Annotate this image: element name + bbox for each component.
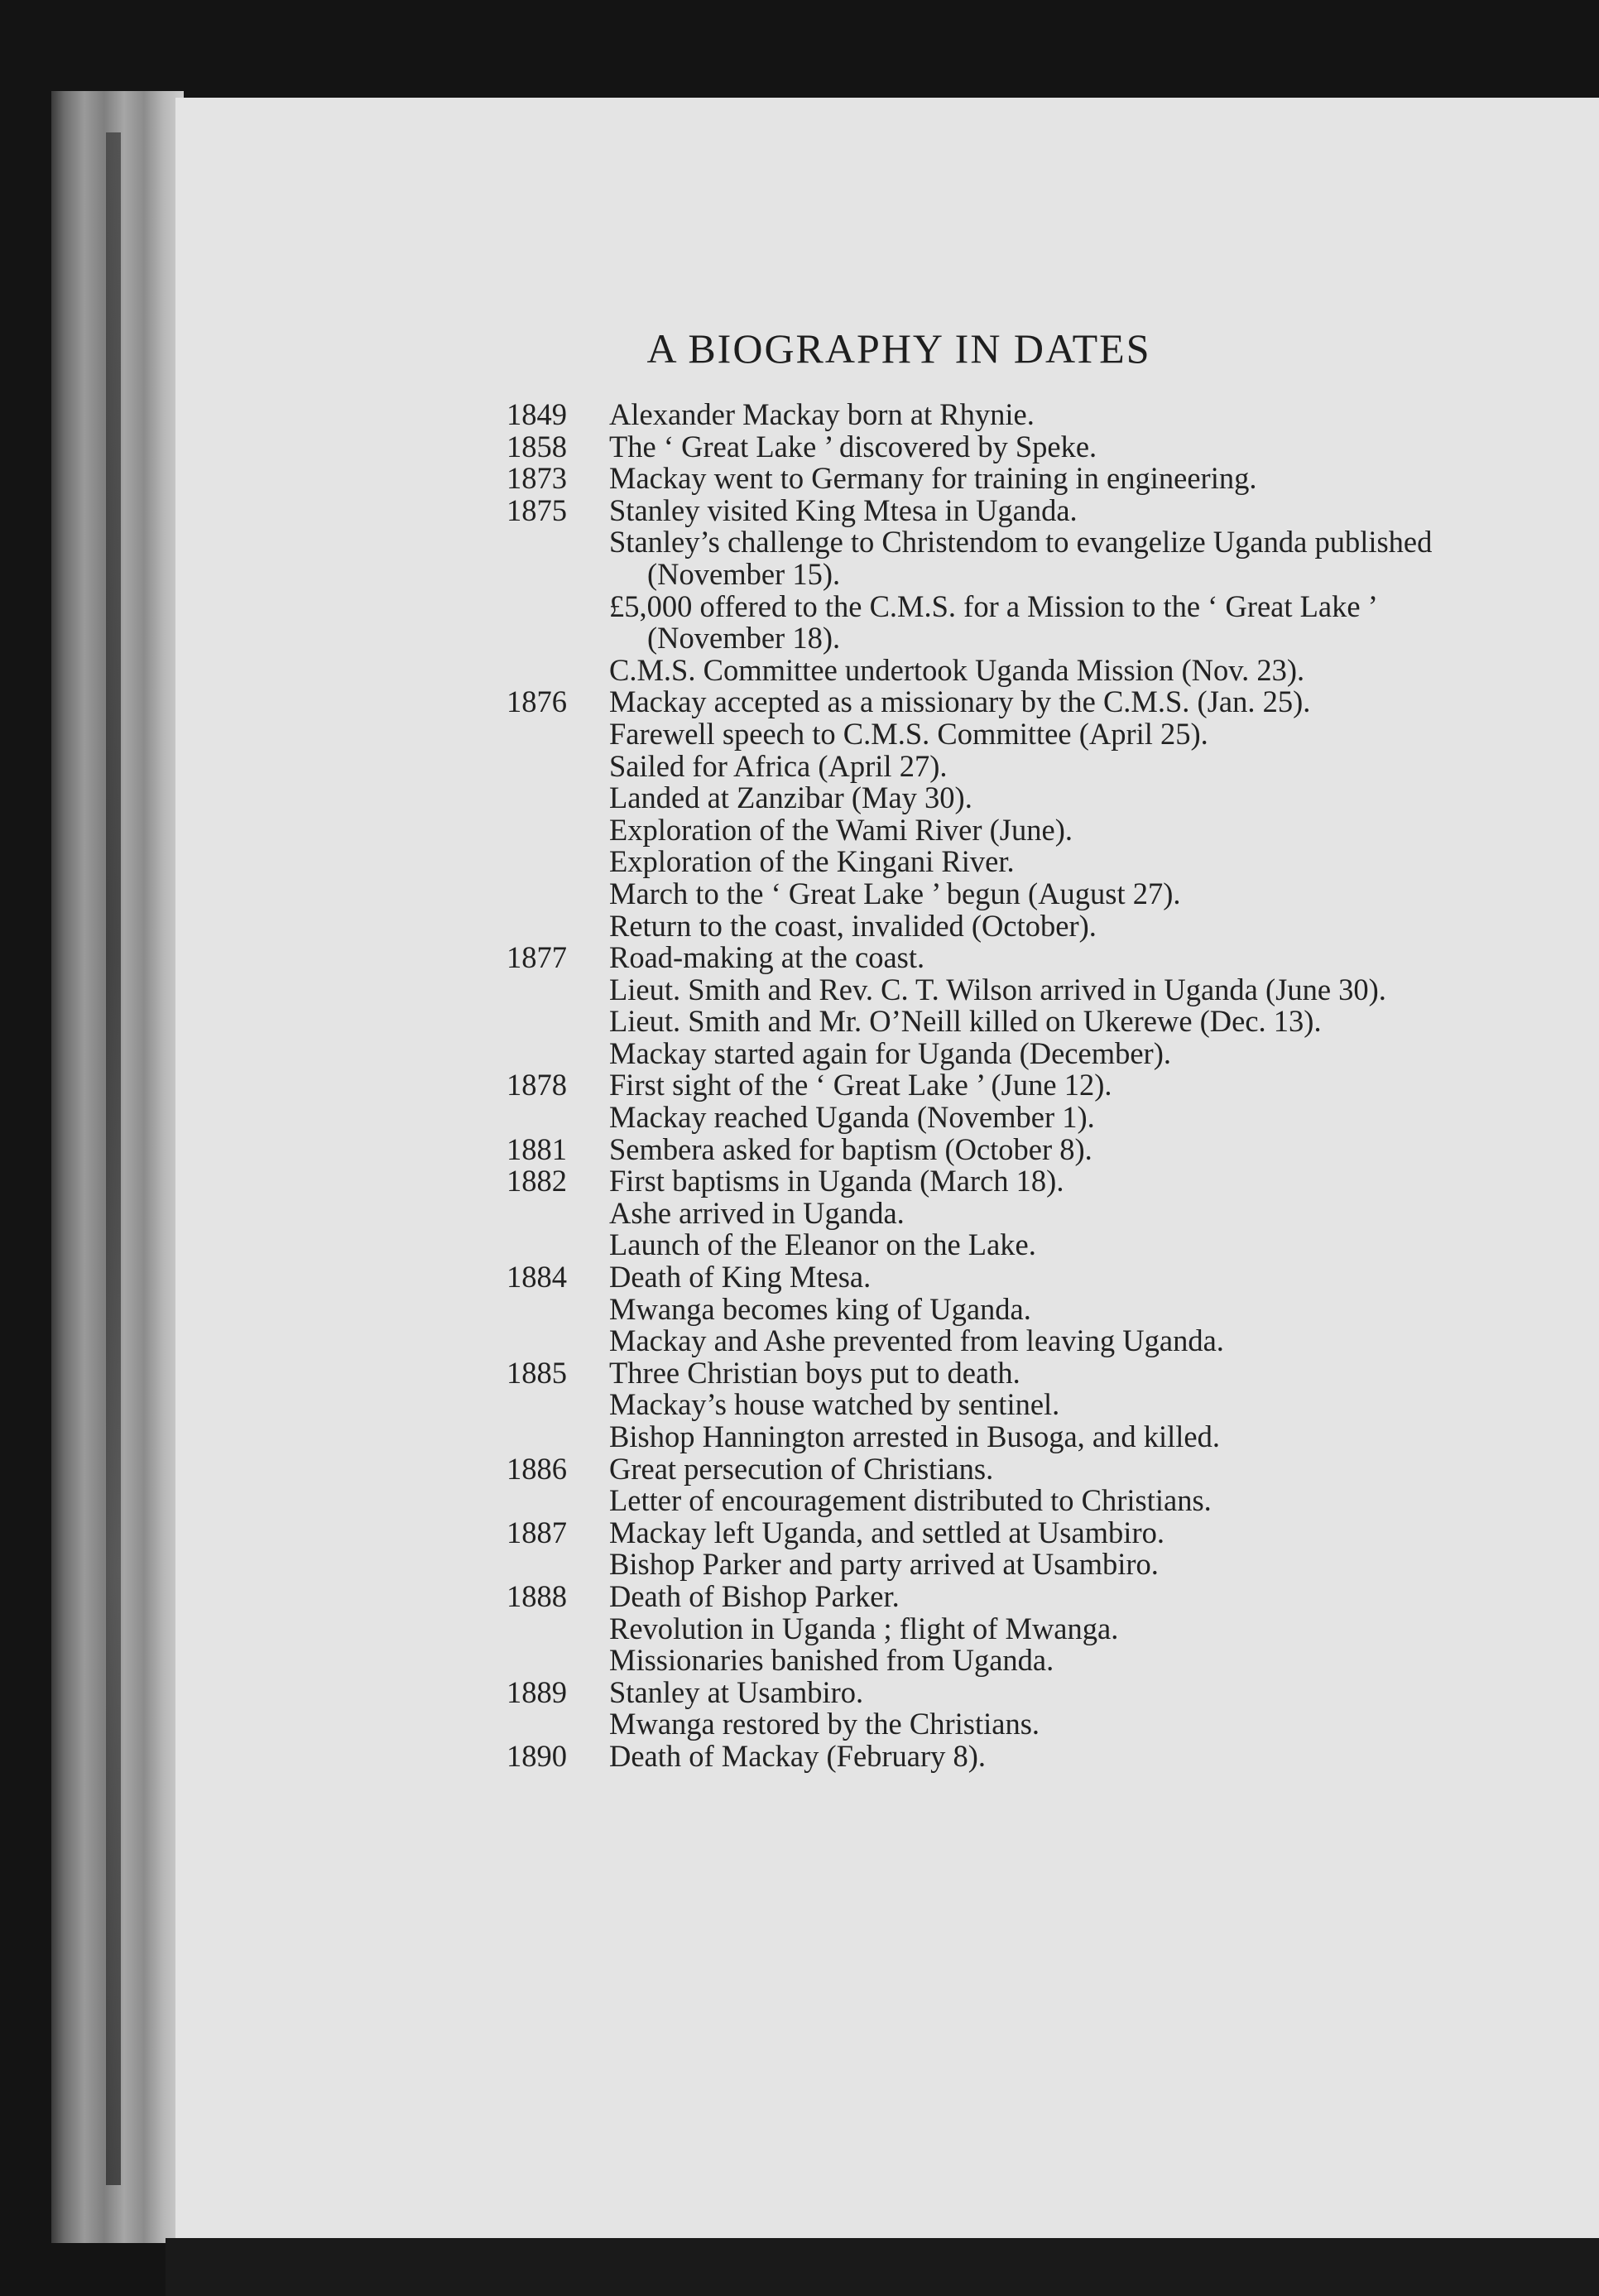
entry-event: Ashe arrived in Uganda. — [609, 1195, 905, 1230]
entry-event: £5,000 offered to the C.M.S. for a Mission to the ‘ Great Lake ’ (November 18). — [609, 588, 1376, 656]
page-title-wrap — [0, 324, 1599, 372]
entry-event: C.M.S. Committee undertook Uganda Mission (Nov. 23). — [609, 652, 1305, 687]
chronology-entry — [507, 1165, 1500, 1261]
entry-event: Mackay went to Germany for training in engineering. — [609, 461, 1257, 496]
entry-year: 1886 — [507, 1451, 567, 1486]
chronology-entry — [507, 1357, 1500, 1453]
entry-event: Three Christian boys put to death. — [609, 1355, 1020, 1390]
chronology-entry — [507, 1069, 1500, 1133]
entry-event: Mackay accepted as a missionary by the C.M.S. (Jan. 25). — [609, 684, 1311, 719]
entry-event: Mwanga becomes king of Uganda. — [609, 1291, 1031, 1326]
entry-event: Lieut. Smith and Rev. C. T. Wilson arrived in Uganda (June 30). — [609, 972, 1386, 1006]
entry-event: First sight of the ‘ Great Lake ’ (June 12). — [609, 1068, 1112, 1102]
entry-year: 1849 — [507, 397, 567, 431]
entry-event: Mackay’s house watched by sentinel. — [609, 1387, 1060, 1422]
entry-event: Bishop Parker and party arrived at Usambiro. — [609, 1547, 1159, 1582]
entry-event: Death of Mackay (February 8). — [609, 1738, 987, 1773]
chronology-entry — [507, 1261, 1500, 1357]
entry-event: Stanley’s challenge to Christendom to evangelize Uganda published (November 15). — [609, 525, 1433, 591]
chronology-entry — [507, 492, 1500, 687]
entry-event: Mackay left Uganda, and settled at Usambiro. — [609, 1515, 1164, 1549]
entry-event: Sailed for Africa (April 27). — [609, 748, 948, 783]
entry-event: Revolution in Uganda ; flight of Mwanga. — [609, 1611, 1119, 1645]
entry-event: Mackay and Ashe prevented from leaving Uganda. — [609, 1323, 1224, 1358]
chronology-list — [507, 399, 1500, 1773]
entry-event: March to the ‘ Great Lake ’ begun (August 27). — [609, 876, 1181, 910]
entry-year: 1889 — [507, 1674, 567, 1709]
chronology-entry — [507, 1674, 1500, 1741]
entry-year: 1877 — [507, 940, 567, 975]
entry-event: Farewell speech to C.M.S. Committee (April 25). — [609, 716, 1208, 751]
entry-year: 1890 — [507, 1738, 567, 1773]
entry-event: Bishop Hannington arrested in Busoga, and killed. — [609, 1419, 1221, 1453]
entry-event: Stanley visited King Mtesa in Uganda. — [609, 492, 1078, 527]
chronology-entry — [507, 399, 1500, 431]
chronology-entry — [507, 1517, 1500, 1581]
entry-year: 1878 — [507, 1068, 567, 1102]
entry-year: 1881 — [507, 1131, 567, 1166]
entry-event: Mwanga restored by the Christians. — [609, 1707, 1040, 1741]
entry-event: Road-making at the coast. — [609, 940, 925, 975]
entry-event: Launch of the Eleanor on the Lake. — [609, 1227, 1036, 1262]
entry-event: Great persecution of Christians. — [609, 1451, 994, 1486]
entry-year: 1884 — [507, 1260, 567, 1295]
chronology-entry — [507, 686, 1500, 942]
chronology-entry — [507, 431, 1500, 464]
chronology-entry — [507, 1453, 1500, 1517]
entry-event: Sembera asked for baptism (October 8). — [609, 1131, 1092, 1166]
page-bottom-shadow — [166, 2238, 1599, 2296]
entry-year: 1873 — [507, 461, 567, 496]
entry-event: Letter of encouragement distributed to Christians. — [609, 1483, 1212, 1518]
entry-event: Death of Bishop Parker. — [609, 1578, 900, 1613]
entry-event: Stanley at Usambiro. — [609, 1674, 864, 1709]
entry-year: 1885 — [507, 1355, 567, 1390]
entry-event: Death of King Mtesa. — [609, 1260, 872, 1295]
entry-year: 1887 — [507, 1515, 567, 1549]
entry-year: 1876 — [507, 684, 567, 719]
entry-event: Mackay reached Uganda (November 1). — [609, 1100, 1095, 1135]
chronology-entry — [507, 463, 1500, 495]
chronology-entry — [507, 942, 1500, 1069]
entry-year: 1858 — [507, 429, 567, 464]
entry-event: Exploration of the Wami River (June). — [609, 812, 1073, 847]
entry-event: Lieut. Smith and Mr. O’Neill killed on Ukerewe (Dec. 13). — [609, 1004, 1322, 1039]
page-title: A BIOGRAPHY IN DATES — [646, 325, 1151, 372]
entry-event: The ‘ Great Lake ’ discovered by Speke. — [609, 429, 1097, 464]
entry-event: Missionaries banished from Uganda. — [609, 1643, 1054, 1678]
entry-year: 1882 — [507, 1164, 567, 1198]
entry-year: 1888 — [507, 1578, 567, 1613]
entry-event: Return to the coast, invalided (October). — [609, 908, 1097, 943]
entry-event: First baptisms in Uganda (March 18). — [609, 1164, 1064, 1198]
entry-year: 1875 — [507, 492, 567, 527]
entry-event: Alexander Mackay born at Rhynie. — [609, 397, 1035, 431]
chronology-entry — [507, 1578, 1500, 1678]
entry-event: Exploration of the Kingani River. — [609, 844, 1015, 879]
chronology-entry — [507, 1131, 1500, 1166]
entry-event: Mackay started again for Uganda (December). — [609, 1035, 1171, 1070]
chronology-entry — [507, 1738, 1500, 1773]
entry-event: Landed at Zanzibar (May 30). — [609, 781, 972, 815]
page-edge-shadow — [106, 132, 121, 2185]
